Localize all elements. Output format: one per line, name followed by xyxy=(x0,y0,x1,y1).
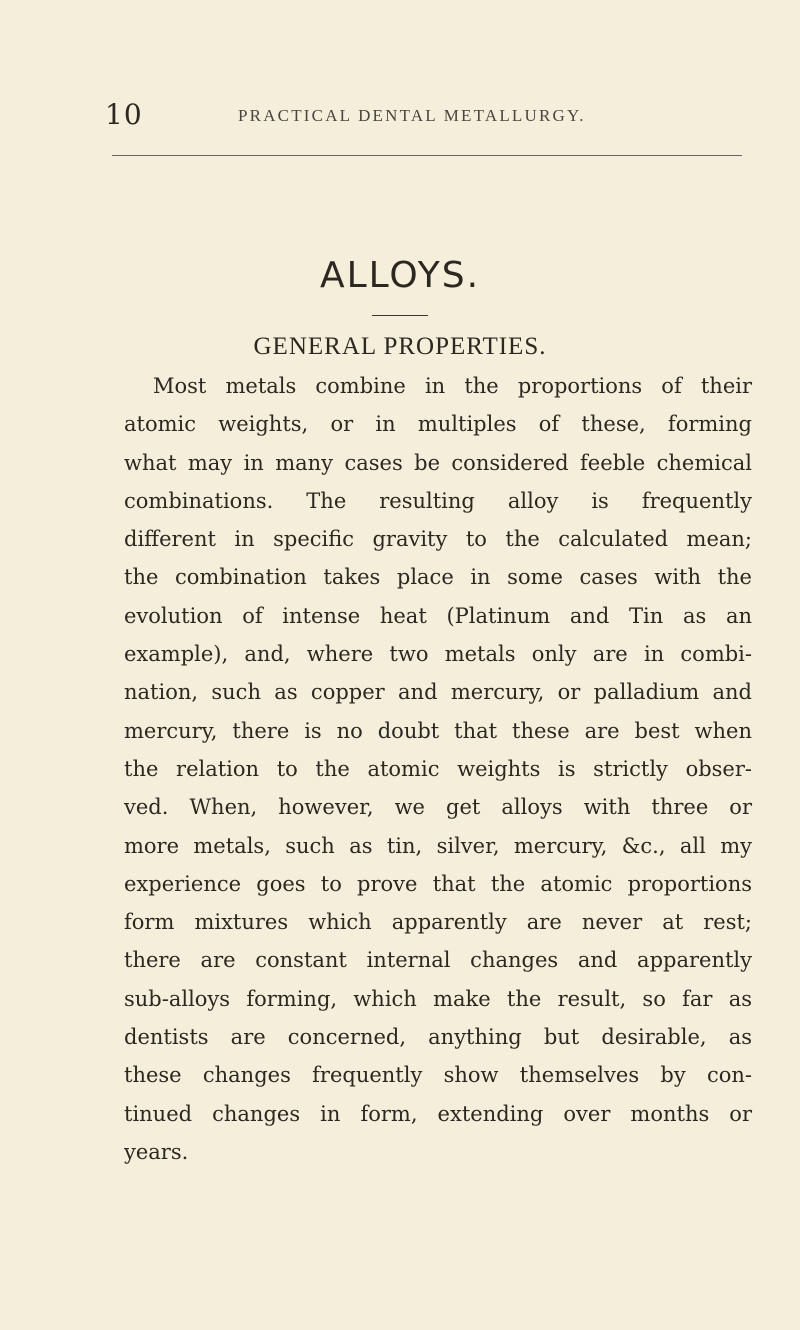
text-line: nation, such as copper and mercury, or palladium and xyxy=(124,680,752,705)
text-line: these changes frequently show themselves by con- xyxy=(124,1063,752,1088)
text-line: what may in many cases be considered feeble chemical xyxy=(124,450,752,475)
body-text xyxy=(124,367,752,1171)
text-line: Most metals combine in the proportions of their xyxy=(153,374,752,398)
text-line: combinations. The resulting alloy is frequently xyxy=(124,488,752,513)
text-line: atomic weights, or in multiples of these, forming xyxy=(124,412,752,437)
text-line: evolution of intense heat (Platinum and Tin as an xyxy=(124,603,752,628)
text-line: example), and, where two metals only are in combi- xyxy=(124,642,752,667)
text-line: tinued changes in form, extending over months or xyxy=(124,1101,752,1126)
text-line: sub-alloys forming, which make the result, so far as xyxy=(124,986,752,1011)
text-line: the combination takes place in some cases with the xyxy=(124,565,752,590)
page-number: 10 xyxy=(105,98,143,131)
text-line: mercury, there is no doubt that these are best when xyxy=(124,718,752,743)
text-line: the relation to the atomic weights is strictly obser- xyxy=(124,756,752,781)
text-line: ved. When, however, we get alloys with three or xyxy=(124,795,752,820)
subsection-title: GENERAL PROPERTIES. xyxy=(253,333,547,360)
text-line: experience goes to prove that the atomic proportions xyxy=(124,871,752,896)
text-line: form mixtures which apparently are never at rest; xyxy=(124,910,752,935)
text-line: more metals, such as tin, silver, mercury, &c., all my xyxy=(124,833,752,858)
text-line: dentists are concerned, anything but desirable, as xyxy=(124,1025,752,1050)
text-line: different in specific gravity to the calculated mean; xyxy=(124,527,752,552)
section-title: ALLOYS. xyxy=(319,255,481,296)
header-rule xyxy=(112,155,742,156)
title-rule xyxy=(372,315,428,316)
text-line: years. xyxy=(124,1139,189,1164)
text-line: there are constant internal changes and apparently xyxy=(124,948,752,973)
running-head: PRACTICAL DENTAL METALLURGY. xyxy=(238,106,586,125)
